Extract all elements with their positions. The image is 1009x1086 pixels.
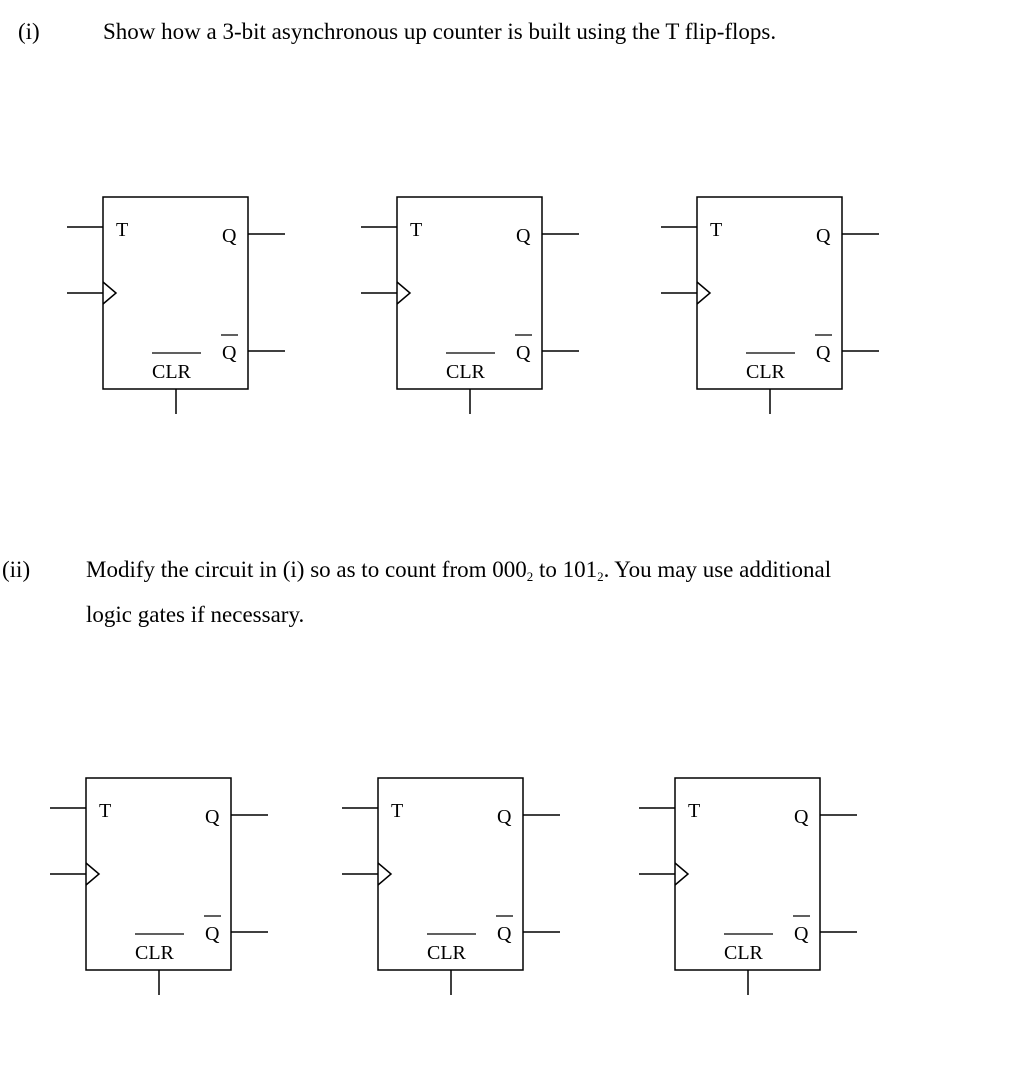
q-label: Q <box>222 225 237 247</box>
t-label: T <box>99 800 112 822</box>
clock-triangle <box>86 863 99 885</box>
qbar-label: Q <box>516 342 531 364</box>
part-ii-label: (ii) <box>2 557 31 582</box>
clock-triangle <box>675 863 688 885</box>
part-i-question: Show how a 3-bit asynchronous up counter is built using the T flip-flops. <box>103 19 777 44</box>
part-ii-text-b: to 101 <box>533 557 598 582</box>
part-ii-subscript-b: 2 <box>597 569 604 584</box>
t-label: T <box>391 800 404 822</box>
q-label: Q <box>497 806 512 828</box>
q-label: Q <box>516 225 531 247</box>
part-ii-flipflop-1 <box>50 778 268 995</box>
part-i-flipflop-3 <box>661 197 879 414</box>
clr-label: CLR <box>135 942 174 964</box>
qbar-label: Q <box>497 923 512 945</box>
clock-triangle <box>697 282 710 304</box>
q-label: Q <box>816 225 831 247</box>
clock-triangle <box>378 863 391 885</box>
qbar-label: Q <box>816 342 831 364</box>
part-ii-text-c: . You may use additional <box>603 557 832 582</box>
part-ii-question-line2: logic gates if necessary. <box>86 602 305 627</box>
clr-label: CLR <box>427 942 466 964</box>
part-i-flipflop-1 <box>67 197 285 414</box>
clr-label: CLR <box>724 942 763 964</box>
qbar-label: Q <box>222 342 237 364</box>
part-ii-text-a: Modify the circuit in (i) so as to count from 000 <box>86 557 527 582</box>
qbar-label: Q <box>205 923 220 945</box>
t-label: T <box>410 219 423 241</box>
clock-triangle <box>103 282 116 304</box>
t-label: T <box>710 219 723 241</box>
q-label: Q <box>794 806 809 828</box>
clr-label: CLR <box>746 361 785 383</box>
qbar-label: Q <box>794 923 809 945</box>
part-i-label: (i) <box>18 19 40 44</box>
clr-label: CLR <box>152 361 191 383</box>
part-i-flipflop-2 <box>361 197 579 414</box>
t-label: T <box>688 800 701 822</box>
q-label: Q <box>205 806 220 828</box>
part-ii-flipflop-3 <box>639 778 857 995</box>
part-ii-subscript-a: 2 <box>526 569 534 584</box>
clr-label: CLR <box>446 361 485 383</box>
part-ii-flipflop-2 <box>342 778 560 995</box>
t-label: T <box>116 219 129 241</box>
clock-triangle <box>397 282 410 304</box>
